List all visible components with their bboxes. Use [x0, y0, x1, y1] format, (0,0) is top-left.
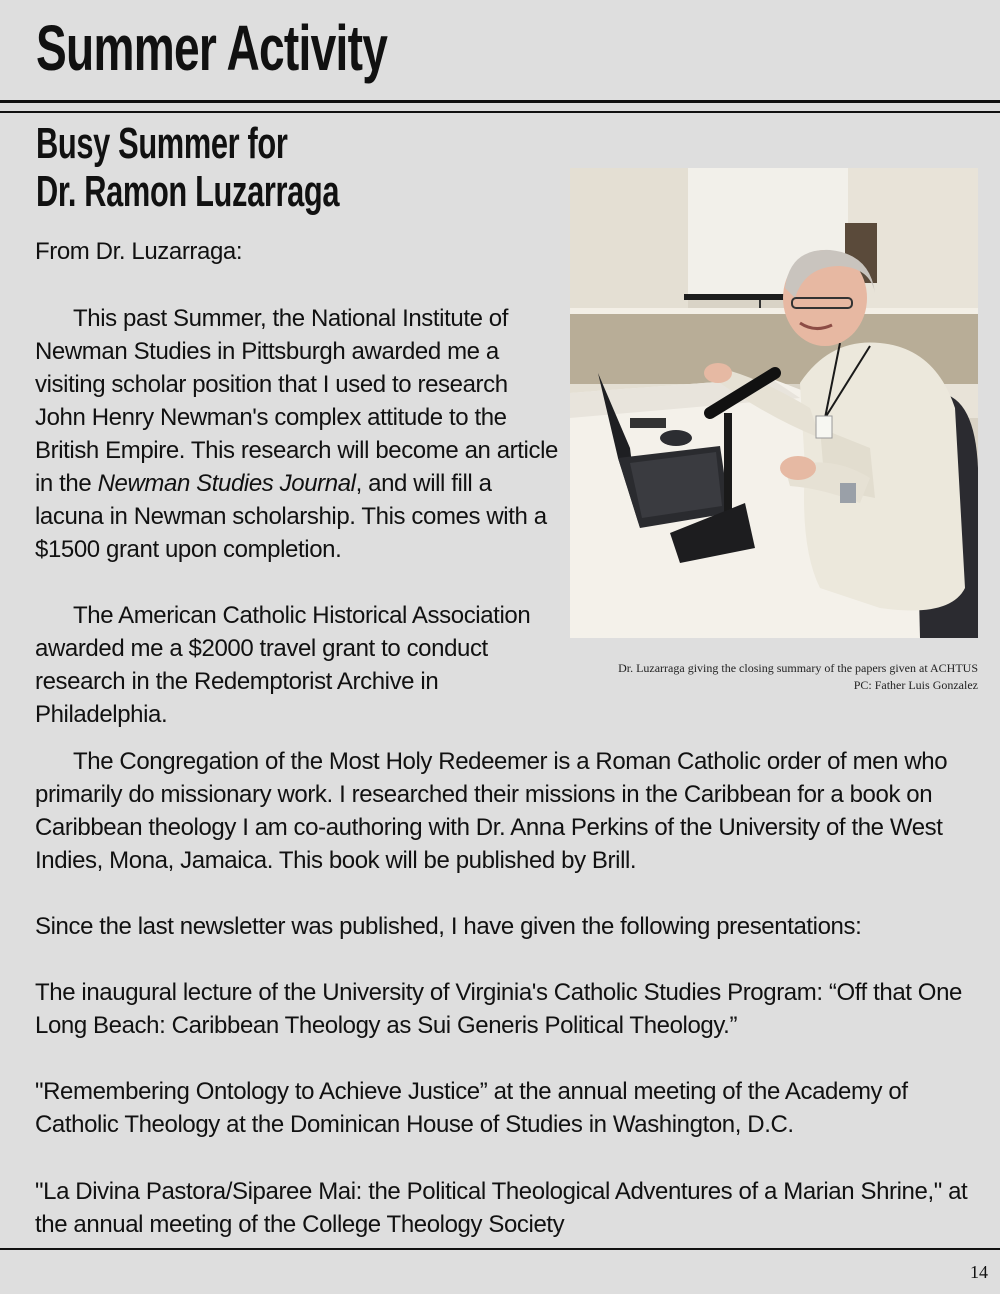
event-photo [570, 168, 978, 638]
journal-title: Newman Studies Journal [97, 470, 356, 497]
paragraph-newman-text-2: , and will fill a lacuna in Newman scholarship. This comes with a $1500 grant upon completion. [35, 470, 547, 563]
section-title: Summer Activity [36, 12, 388, 84]
header-rule-thin [0, 111, 1000, 113]
paragraph-presentations-intro: Since the last newsletter was published, I have given the following presentations: [35, 913, 862, 940]
headline-line-1: Busy Summer for [36, 119, 288, 168]
intro-line: From Dr. Luzarraga: [35, 238, 243, 265]
presentation-item: "Remembering Ontology to Achieve Justice” at the annual meeting of the Academy of Catholic Theology at the Dominican House of Studies in Washington, D.C. [35, 1078, 908, 1138]
photo-caption [618, 660, 978, 694]
presentation-item: The inaugural lecture of the University of Virginia's Catholic Studies Program: “Off that One Long Beach: Caribbean Theology as Sui Generis Political Theology.” [35, 979, 962, 1039]
header-rule-thick [0, 100, 1000, 103]
photo-credit: PC: Father Luis Gonzalez [853, 678, 978, 692]
footer-rule [0, 1248, 1000, 1250]
article-headline [36, 120, 339, 216]
page-number: 14 [970, 1262, 988, 1282]
paragraph-travel-grant: The American Catholic Historical Association awarded me a $2000 travel grant to conduct research in the Redemptorist Archive in Philadelphia. [35, 602, 531, 728]
paragraph-newman-text-1: This past Summer, the National Institute of Newman Studies in Pittsburgh awarded me a visiting scholar position that I used to research John Henry Newman's complex attitude to the British Empire. This research will become an article in the [35, 305, 558, 497]
headline-line-2: Dr. Ramon Luzarraga [36, 167, 340, 216]
paragraph-redemptorists: The Congregation of the Most Holy Redeemer is a Roman Catholic order of men who primarily do missionary work. I researched their missions in the Caribbean for a book on Caribbean theology I am co-authoring with Dr. Anna Perkins of the University of the West Indies, Mona, Jamaica. This book will be published by Brill. [35, 748, 948, 874]
photo-caption-text: Dr. Luzarraga giving the closing summary of the papers given at ACHTUS [618, 661, 978, 675]
presentation-item: "La Divina Pastora/Siparee Mai: the Political Theological Adventures of a Marian Shrine," at the annual meeting of the College Theology Society [35, 1178, 968, 1238]
paragraph-newman [35, 302, 560, 566]
